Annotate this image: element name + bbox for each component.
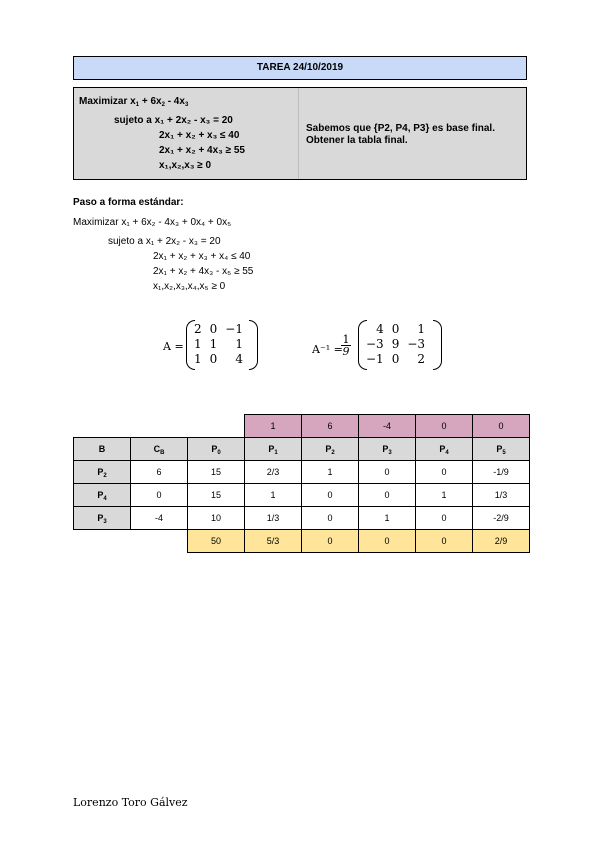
a-cell: 1 xyxy=(235,337,243,351)
standard-constraint-3: 2x₁ + x₂ + 4x₃ - x₅ ≥ 55 xyxy=(153,266,254,277)
a-cell: 0 xyxy=(209,322,218,336)
matrix-ainv xyxy=(358,320,442,370)
cost-cell: 6 xyxy=(302,415,359,438)
ainv-cell: −3 xyxy=(366,337,384,351)
table-cell: 15 xyxy=(188,461,245,484)
table-cell: 0 xyxy=(359,484,416,507)
standard-subject-label: sujeto a xyxy=(108,236,144,247)
header-row xyxy=(74,438,530,461)
standard-nonneg: x₁,x₂,x₃,x₄,x₅ ≥ 0 xyxy=(153,281,226,292)
table-row xyxy=(74,484,530,507)
table-cell: 1/3 xyxy=(473,484,530,507)
table-cell: 0 xyxy=(416,507,473,530)
base-cell: $P_3$ xyxy=(74,507,131,530)
header-cell-b: B xyxy=(74,438,131,461)
a-cell: 1 xyxy=(194,352,202,366)
ainv-factor xyxy=(341,334,351,358)
maximize-label: Maximizar xyxy=(79,96,128,107)
standard-subject-line xyxy=(108,236,221,247)
matrix-a-right-paren xyxy=(249,320,258,370)
table-row xyxy=(74,507,530,530)
cost-cell: -4 xyxy=(359,415,416,438)
base-cell: $P_4$ xyxy=(74,484,131,507)
objective-expression: $x_1 + 6x_2 - 4x_3$ xyxy=(130,96,189,108)
table-cell: 1 xyxy=(302,461,359,484)
subject-label: sujeto a xyxy=(114,115,152,126)
table-cell: -4 xyxy=(131,507,188,530)
table-cell: 15 xyxy=(188,484,245,507)
note-line-2: Obtener la tabla final. xyxy=(306,135,408,146)
header-cell-p3: $P_3$ xyxy=(359,438,416,461)
matrix-ainv-label: A⁻¹ = xyxy=(312,343,343,356)
ainv-cell: 0 xyxy=(391,352,400,366)
z-cell: 5/3 xyxy=(245,530,302,553)
header-cell-p5: $P_5$ xyxy=(473,438,530,461)
ainv-cell: −1 xyxy=(366,352,384,366)
z-cell: 2/9 xyxy=(473,530,530,553)
z-cell: 50 xyxy=(188,530,245,553)
header-cell-p4: $P_4$ xyxy=(416,438,473,461)
table-cell: 6 xyxy=(131,461,188,484)
cost-cell: 1 xyxy=(245,415,302,438)
empty-cell xyxy=(74,530,131,553)
a-cell: 4 xyxy=(235,352,243,366)
ainv-cell: −3 xyxy=(407,337,426,351)
footer-author: Lorenzo Toro Gálvez xyxy=(73,796,188,809)
table-cell: 1 xyxy=(245,484,302,507)
table-cell: 0 xyxy=(359,461,416,484)
empty-cell xyxy=(188,415,245,438)
table-cell: 0 xyxy=(131,484,188,507)
z-row xyxy=(74,530,530,553)
empty-cell xyxy=(74,415,131,438)
factor-numerator: 1 xyxy=(342,333,350,346)
page-title: TAREA 24/10/2019 xyxy=(73,56,527,80)
table-cell: 1/3 xyxy=(245,507,302,530)
standard-objective: Maximizar x₁ + 6x₂ - 4x₃ + 0x₄ + 0x₅ xyxy=(73,217,232,228)
z-cell: 0 xyxy=(416,530,473,553)
constraint-1: x₁ + 2x₂ - x₃ = 20 xyxy=(154,115,233,126)
ainv-cell: 0 xyxy=(391,322,400,336)
standard-constraint-1: x₁ + 2x₂ - x₃ = 20 xyxy=(145,236,221,247)
a-cell: −1 xyxy=(225,322,243,336)
table-cell: 1 xyxy=(416,484,473,507)
matrix-ainv-right-paren xyxy=(433,320,442,370)
table-cell: 0 xyxy=(416,461,473,484)
cost-row xyxy=(74,415,530,438)
matrix-a-label: A = xyxy=(163,340,184,353)
a-cell: 1 xyxy=(209,337,218,351)
a-cell: 2 xyxy=(194,322,202,336)
table-cell: 0 xyxy=(302,507,359,530)
header-cell-p0: $P_0$ xyxy=(188,438,245,461)
constraint-2: 2x₁ + x₂ + x₃ ≤ 40 xyxy=(159,130,240,141)
standard-constraint-2: 2x₁ + x₂ + x₃ + x₄ ≤ 40 xyxy=(153,251,251,262)
constraint-nonneg: x₁,x₂,x₃ ≥ 0 xyxy=(159,160,212,171)
base-cell: $P_2$ xyxy=(74,461,131,484)
constraint-3: 2x₁ + x₂ + 4x₃ ≥ 55 xyxy=(159,145,245,156)
empty-cell xyxy=(131,530,188,553)
table-cell: 2/3 xyxy=(245,461,302,484)
ainv-cell: 4 xyxy=(376,322,384,336)
table-cell: -1/9 xyxy=(473,461,530,484)
problem-statement xyxy=(73,87,527,180)
matrix-a xyxy=(186,320,258,370)
objective-function xyxy=(79,96,188,107)
ainv-cell: 1 xyxy=(417,322,426,336)
ainv-cell: 2 xyxy=(417,352,426,366)
empty-cell xyxy=(131,415,188,438)
subject-to-line xyxy=(114,115,233,126)
z-cell: 0 xyxy=(302,530,359,553)
table-row xyxy=(74,461,530,484)
header-cell-p2: $P_2$ xyxy=(302,438,359,461)
table-cell: -2/9 xyxy=(473,507,530,530)
table-cell: 10 xyxy=(188,507,245,530)
a-cell: 0 xyxy=(209,352,218,366)
table-cell: 0 xyxy=(302,484,359,507)
header-cell-p1: $P_1$ xyxy=(245,438,302,461)
z-cell: 0 xyxy=(359,530,416,553)
problem-divider xyxy=(298,88,299,179)
cost-cell: 0 xyxy=(416,415,473,438)
header-cell-cb: $C_B$ xyxy=(131,438,188,461)
problem-note xyxy=(306,123,495,147)
factor-denominator: 9 xyxy=(342,345,350,358)
standard-form-heading: Paso a forma estándar: xyxy=(73,197,184,208)
simplex-tableau xyxy=(73,414,530,553)
cost-cell: 0 xyxy=(473,415,530,438)
table-cell: 1 xyxy=(359,507,416,530)
a-cell: 1 xyxy=(194,337,202,351)
note-line-1: Sabemos que {P2, P4, P3} es base final. xyxy=(306,123,495,134)
ainv-cell: 9 xyxy=(391,337,400,351)
